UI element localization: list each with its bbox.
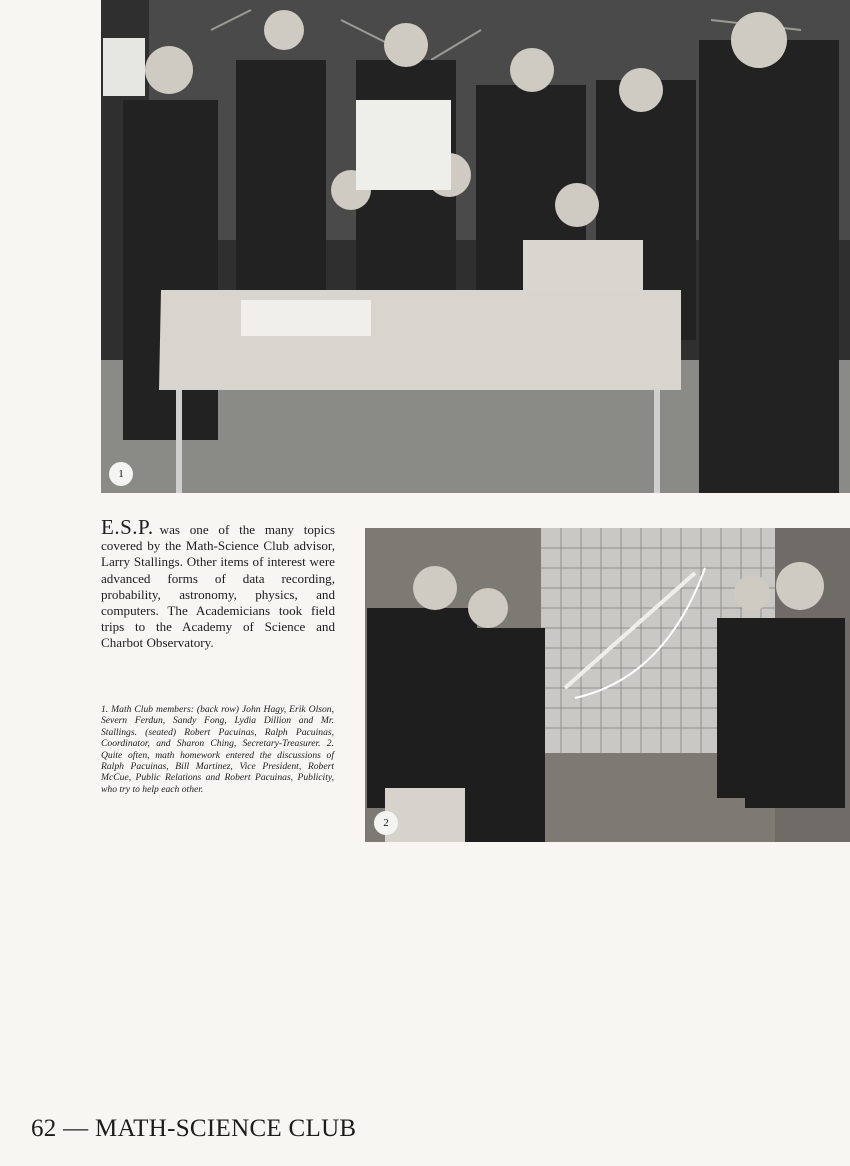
article-paragraph xyxy=(101,515,335,652)
page-number: 62 xyxy=(31,1115,57,1142)
page-footer xyxy=(31,1115,356,1143)
photo-number-badge: 2 xyxy=(374,811,398,835)
article-lead-word: E.S.P. xyxy=(101,515,154,539)
graph-photo-illustration xyxy=(365,528,850,842)
club-group-photo xyxy=(101,0,850,493)
article-body: was one of the many topics covered by the Math-Science Club advisor, Larry Stallings. Other items of interest were advanced forms of data recording, probability, astronomy, physics, and computers. The Academicians took field trips to the Academy of Science and Charbot Observatory. xyxy=(101,522,335,651)
photo-caption: 1. Math Club members: (back row) John Hagy, Erik Olson, Severn Ferdun, Sandy Fong, Lydia Dillion and Mr. Stallings. (seated) Robert Pacuinas, Ralph Pacuinas, Coordinator, and Sharon Ching, Secretary-Treasurer. 2. Quite often, math homework entered the discussions of Ralph Pacuinas, Bill Martinez, Vice President, Robert McCue, Public Relations and Robert Pacuinas, Publicity, who try to help each other. xyxy=(101,704,334,795)
footer-separator: — xyxy=(63,1115,89,1142)
graph-discussion-photo xyxy=(365,528,850,842)
photo-number-badge: 1 xyxy=(109,462,133,486)
section-title: MATH-SCIENCE CLUB xyxy=(95,1115,357,1142)
group-photo-illustration xyxy=(101,0,850,493)
